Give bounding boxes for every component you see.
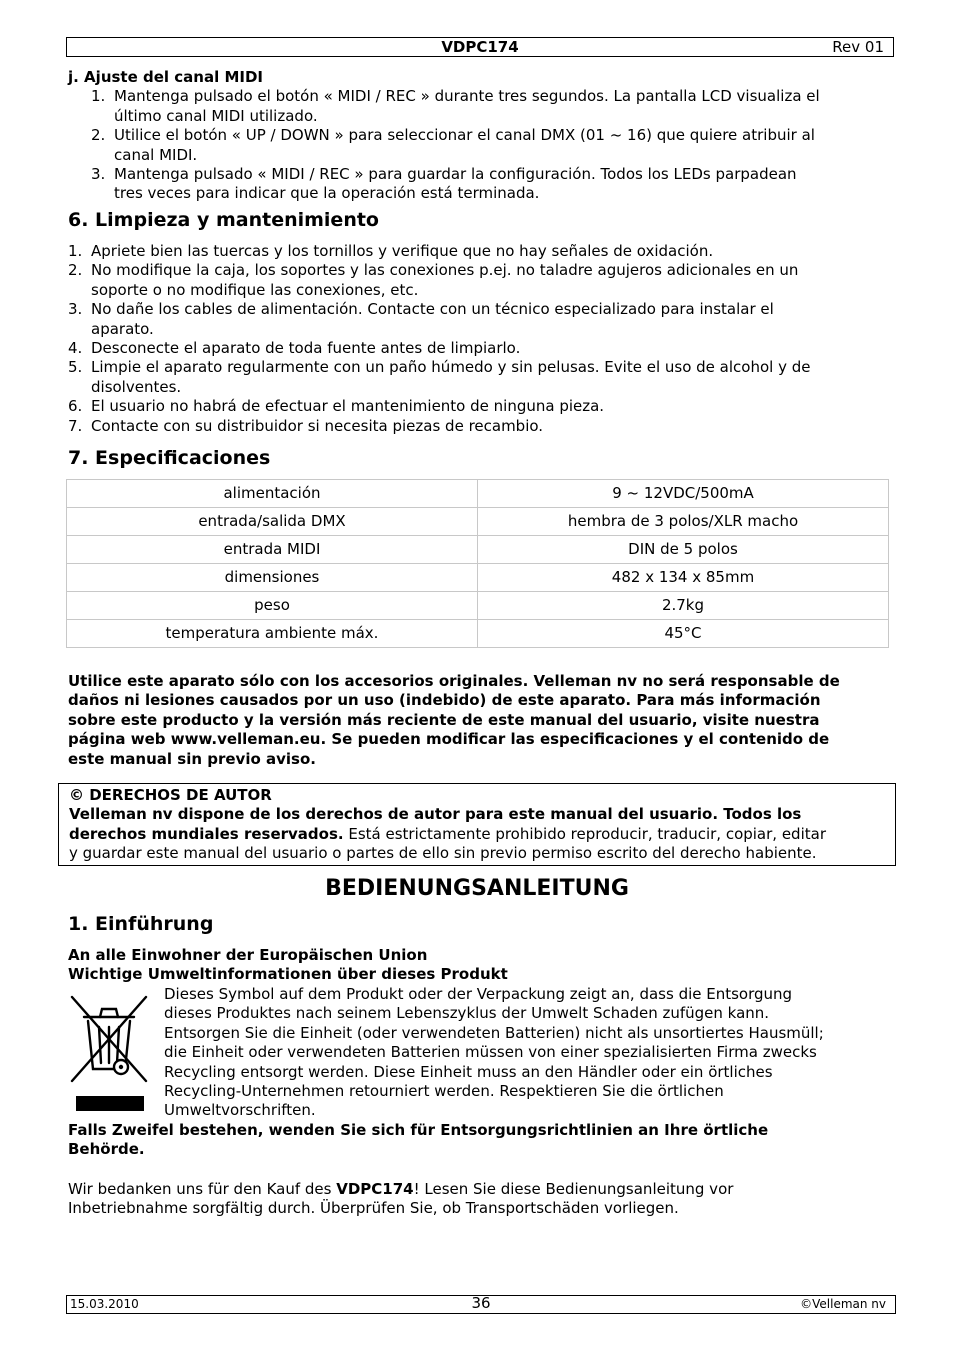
list-text: No modifique la caja, los soportes y las conexiones p.ej. no taladre agujeros adicionales en un (91, 261, 799, 280)
list-text: aparato. (91, 319, 154, 338)
list-text: Utilice el botón « UP / DOWN » para seleccionar el canal DMX (01 ~ 16) que quiere atribuir al (114, 126, 815, 145)
copyright-bold-line: derechos mundiales reservados. (69, 824, 344, 843)
list-text: Desconecte el aparato de toda fuente antes de limpiarlo. (91, 339, 521, 358)
header-revision: Rev 01 (832, 38, 884, 56)
thanks-text: Inbetriebnahme sorgfältig durch. Überprüfen Sie, ob Transportschäden vorliegen. (68, 1199, 679, 1218)
header-model: VDPC174 (441, 38, 519, 56)
copyright-text: y guardar este manual del usuario o partes de ello sin previo permiso escrito del derecho habiente. (69, 844, 817, 863)
list-item (68, 261, 898, 300)
section-midi-title: j. Ajuste del canal MIDI (68, 68, 263, 86)
list-text: soporte o no modifique las conexiones, etc. (91, 280, 419, 299)
list-item (68, 339, 898, 358)
weee-line: Recycling-Unternehmen retourniert werden. Respektieren Sie die örtlichen (164, 1082, 724, 1101)
notice-line: Utilice este aparato sólo con los accesorios originales. Velleman nv no será responsable de (68, 672, 840, 690)
weee-line: Recycling entsorgt werden. Diese Einheit muss an den Händler oder ein örtliches (164, 1062, 773, 1081)
spec-label: peso (67, 592, 478, 620)
list-number: 1. (91, 87, 106, 106)
spec-value: 45°C (478, 620, 889, 648)
list-text: No dañe los cables de alimentación. Contacte con un técnico especializado para instalar el (91, 300, 774, 319)
list-item (68, 126, 898, 165)
notice-line: daños ni lesiones causados por un uso (indebido) de este aparato. Para más información (68, 691, 821, 710)
page-footer (66, 1295, 896, 1314)
page-number: 36 (471, 1294, 491, 1312)
manual-title: BEDIENUNGSANLEITUNG (325, 876, 629, 901)
list-item (68, 242, 898, 261)
spec-row (67, 508, 889, 536)
section-cleaning (68, 242, 898, 436)
spec-row (67, 536, 889, 564)
list-text: Contacte con su distribuidor si necesita piezas de recambio. (91, 416, 544, 435)
list-text: tres veces para indicar que la operación está terminada. (114, 184, 540, 203)
cleaning-list (68, 242, 898, 436)
note-line: Behörde. (68, 1140, 145, 1159)
list-number: 1. (68, 242, 83, 260)
eu-heading (68, 946, 898, 985)
weee-line: Umweltvorschriften. (164, 1101, 316, 1120)
weee-line: Dieses Symbol auf dem Produkt oder der Verpackung zeigt an, dass die Entsorgung (164, 985, 793, 1003)
spec-label: temperatura ambiente máx. (67, 620, 478, 648)
spec-value: DIN de 5 polos (478, 536, 889, 564)
spec-row (67, 592, 889, 620)
thanks-paragraph (68, 1180, 898, 1219)
list-text: Limpie el aparato regularmente con un paño húmedo y sin pelusas. Evite el uso de alcohol y de (91, 358, 811, 377)
disposal-note (68, 1121, 898, 1160)
notice-line: página web www.velleman.eu. Se pueden modificar las especificaciones y el contenido de (68, 730, 830, 749)
eu-line: An alle Einwohner der Europäischen Union (68, 946, 428, 964)
list-text: El usuario no habrá de efectuar el mantenimiento de ninguna pieza. (91, 397, 605, 416)
spec-label: entrada/salida DMX (67, 508, 478, 536)
list-number: 7. (68, 416, 83, 435)
copyright-bold-line: Velleman nv dispone de los derechos de autor para este manual del usuario. Todos los (69, 805, 802, 824)
list-text: disolventes. (91, 377, 182, 396)
spec-label: alimentación (67, 480, 478, 508)
weee-line: die Einheit oder verwendeten Batterien müssen von einer spezialisierten Firma zwecks (164, 1043, 817, 1062)
midi-steps-list (68, 87, 898, 203)
spec-value: hembra de 3 polos/XLR macho (478, 508, 889, 536)
notice-line: sobre este producto y la versión más reciente de este manual del usuario, visite nuestra (68, 710, 820, 729)
list-text: canal MIDI. (114, 145, 198, 164)
spec-value: 9 ~ 12VDC/500mA (478, 480, 889, 508)
note-line: Falls Zweifel bestehen, wenden Sie sich für Entsorgungsrichtlinien an Ihre örtliche (68, 1121, 769, 1139)
notice-line: este manual sin previo aviso. (68, 749, 316, 768)
footer-copyright: ©Velleman nv (800, 1297, 886, 1311)
footer-date: 15.03.2010 (70, 1297, 139, 1311)
section-midi-channel (68, 68, 898, 204)
list-item (68, 397, 898, 416)
spec-value: 2.7kg (478, 592, 889, 620)
list-text: Mantenga pulsado el botón « MIDI / REC » durante tres segundos. La pantalla LCD visualiza el (114, 87, 820, 106)
weee-line: Entsorgen Sie die Einheit (oder verwendeten Batterien) nicht als unsortiertes Hausmüll; (164, 1023, 824, 1042)
thanks-text: ! Lesen Sie diese Bedienungsanleitung vor (413, 1180, 734, 1198)
list-number: 3. (91, 165, 106, 184)
spec-row (67, 564, 889, 592)
weee-description (164, 985, 884, 1121)
copyright-title: © DERECHOS DE AUTOR (69, 786, 272, 804)
section-6-title: 6. Limpieza y mantenimiento (68, 209, 379, 231)
list-item (68, 87, 898, 126)
copyright-box (58, 783, 896, 866)
list-text: Apriete bien las tuercas y los tornillos y verifique que no hay señales de oxidación. (91, 242, 714, 260)
weee-line: dieses Produktes nach seinem Lebenszyklus der Umwelt Schaden zufügen kann. (164, 1004, 770, 1023)
list-item (68, 165, 898, 204)
spec-label: entrada MIDI (67, 536, 478, 564)
list-item (68, 300, 898, 339)
list-text: Mantenga pulsado « MIDI / REC » para guardar la configuración. Todos los LEDs parpadean (114, 165, 797, 184)
thanks-text: Wir bedanken uns für den Kauf des (68, 1180, 337, 1198)
list-number: 2. (91, 126, 106, 145)
list-number: 2. (68, 261, 83, 280)
spec-row (67, 620, 889, 648)
usage-notice (68, 672, 898, 769)
list-number: 5. (68, 358, 83, 377)
spec-label: dimensiones (67, 564, 478, 592)
section-7-title: 7. Especificaciones (68, 447, 271, 469)
page-header (66, 37, 894, 57)
list-number: 3. (68, 300, 83, 319)
weee-bin-icon (68, 993, 150, 1113)
spec-row (67, 480, 889, 508)
section-de1-title: 1. Einführung (68, 913, 214, 935)
list-item (68, 358, 898, 397)
specifications-table (66, 479, 889, 648)
list-text: último canal MIDI utilizado. (114, 106, 318, 125)
eu-line: Wichtige Umweltinformationen über dieses Produkt (68, 965, 508, 984)
spec-value: 482 x 134 x 85mm (478, 564, 889, 592)
list-item (68, 417, 898, 436)
list-number: 4. (68, 339, 83, 358)
list-number: 6. (68, 397, 83, 416)
thanks-model: VDPC174 (336, 1180, 414, 1198)
copyright-text: Está estrictamente prohibido reproducir, traducir, copiar, editar (343, 824, 826, 843)
